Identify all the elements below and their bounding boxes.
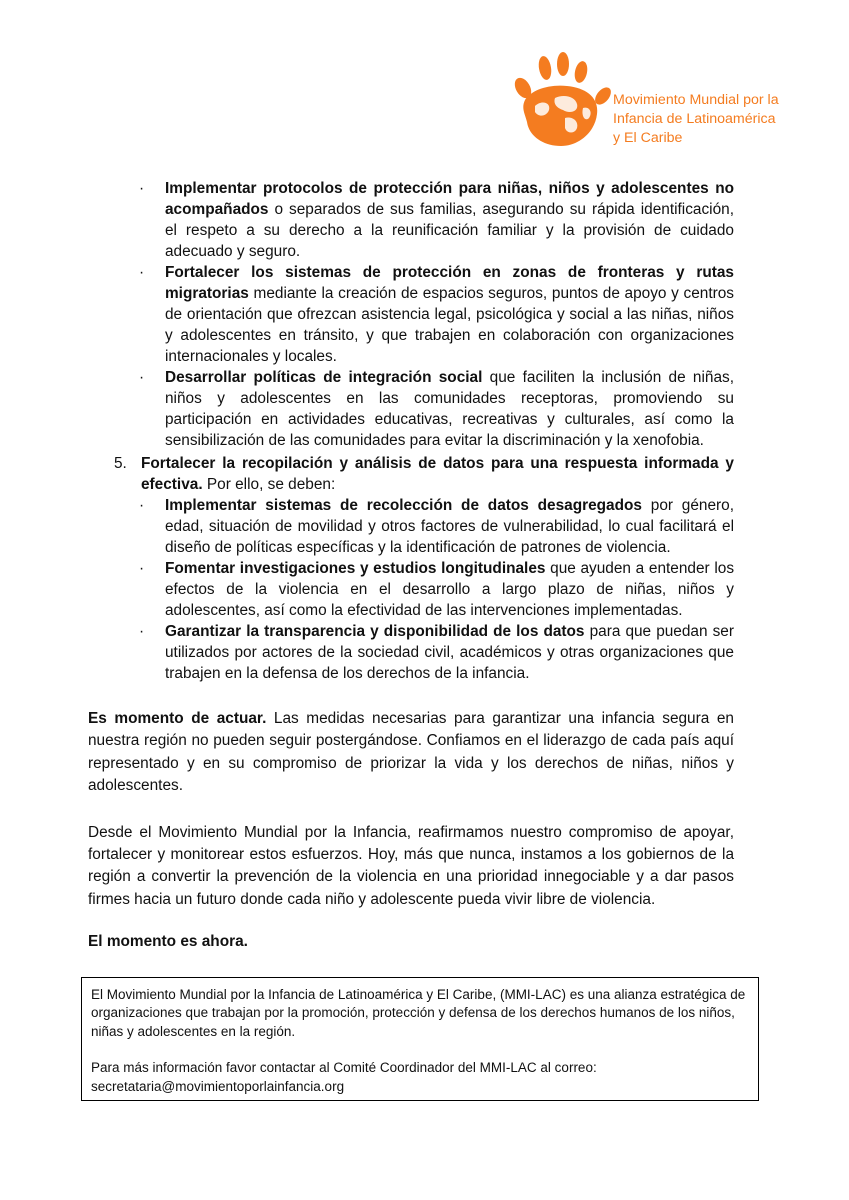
- logo-line-1: Movimiento Mundial por la: [613, 92, 779, 108]
- list-item-bold: Implementar protocolos de protección para niñas, niños y adolescentes no acompañados: [165, 180, 734, 218]
- item-number: 5.: [114, 455, 127, 472]
- paragraph-call-to-action: [88, 708, 734, 798]
- header-logo: [505, 52, 805, 152]
- footer-contact-line: Para más información favor contactar al Comité Coordinador del MMI-LAC al correo:: [91, 1060, 597, 1076]
- numbered-item-5: [88, 453, 734, 495]
- list-item: [139, 495, 734, 558]
- list-item: [139, 558, 735, 621]
- list-item-bold: Garantizar la transparencia y disponibilidad de los datos: [165, 623, 585, 640]
- bullet: ·: [139, 369, 145, 386]
- footer-info-box: [81, 977, 759, 1101]
- paragraph-text: Las medidas necesarias para garantizar una infancia segura en nuestra región no pueden seguir postergándose. Confiamos en el liderazgo de cada país aquí representado y en su compromiso de priorizar la vida y los derechos de niñas, niños y adolescentes.: [88, 710, 734, 795]
- closing-statement: El momento es ahora.: [88, 933, 248, 951]
- bullet: ·: [139, 560, 145, 577]
- list-item-text: para que puedan ser utilizados por actores de la sociedad civil, académicos y otras organizaciones que trabajen en la defensa de los derechos de la infancia.: [165, 623, 734, 682]
- list-item-bold: Fomentar investigaciones y estudios longitudinales: [165, 560, 546, 577]
- logo-text: [613, 91, 779, 148]
- list-item-text: que ayuden a entender los efectos de la violencia en el desarrollo a largo plazo de niñas, niños y adolescentes, así como la efectividad de las intervenciones implementadas.: [165, 560, 735, 619]
- list-item-bold: Desarrollar políticas de integración social: [165, 369, 483, 386]
- footer-description: El Movimiento Mundial por la Infancia de Latinoamérica y El Caribe, (MMI-LAC) es una alianza estratégica de organizaciones que trabajan por la promoción, protección y defensa de los derechos humanos de los niños, niñas y adolescentes en la región.: [91, 987, 746, 1039]
- bullet: ·: [139, 497, 145, 514]
- bullet-list-protection: [88, 178, 734, 451]
- list-item-bold: Fortalecer los sistemas de protección en zonas de fronteras y rutas migratorias: [165, 264, 734, 302]
- paragraph-bold: Es momento de actuar.: [88, 710, 267, 727]
- handprint-globe-logo-icon: [505, 52, 615, 152]
- list-item-text: mediante la creación de espacios seguros, puntos de apoyo y centros de orientación que ofrezcan asistencia legal, psicológica y social a las niñas, niños y adolescentes en tránsito, y que trabajen en colaboración con organizaciones internacionales y locales.: [165, 285, 734, 365]
- list-item-bold: Implementar sistemas de recolección de datos desagregados: [165, 497, 642, 514]
- logo-line-2: Infancia de Latinoamérica: [613, 111, 776, 127]
- bullet: ·: [139, 180, 145, 197]
- list-item-text: por género, edad, situación de movilidad y otros factores de vulnerabilidad, lo cual facilitará el diseño de políticas específicas y la identificación de patrones de violencia.: [165, 497, 734, 556]
- footer-email[interactable]: secretataria@movimientoporlainfancia.org: [91, 1078, 345, 1094]
- numbered-item-bold: Fortalecer la recopilación y análisis de datos para una respuesta informada y efectiva.: [141, 455, 734, 493]
- list-item: [139, 367, 735, 451]
- list-item-text: o separados de sus familias, asegurando su rápida identificación, el respeto a su derecho a la reunificación familiar y la provisión de cuidado adecuado y seguro.: [165, 201, 734, 260]
- paragraph-commitment: Desde el Movimiento Mundial por la Infancia, reafirmamos nuestro compromiso de apoyar, fortalecer y monitorear estos esfuerzos. Hoy, más que nunca, instamos a los gobiernos de la región a convertir la prevención de la violencia en una prioridad innegociable y a dar pasos firmes hacia un futuro donde cada niño y adolescente pueda vivir libre de violencia.: [88, 823, 734, 908]
- list-item: [139, 178, 734, 262]
- logo-line-3: y El Caribe: [613, 130, 683, 146]
- bullet: ·: [139, 264, 145, 281]
- document-body: [88, 178, 734, 953]
- list-item: [139, 262, 734, 367]
- list-item-text: que faciliten la inclusión de niñas, niños y adolescentes en las comunidades receptoras, promoviendo su participación en actividades educativas, recreativas y culturales, así como la sensibilización de las comunidades para evitar la discriminación y la xenofobia.: [165, 369, 735, 449]
- list-item: [139, 621, 734, 684]
- bullet-list-data: [88, 495, 734, 684]
- numbered-item-text: Por ello, se deben:: [202, 476, 336, 493]
- bullet: ·: [139, 623, 145, 640]
